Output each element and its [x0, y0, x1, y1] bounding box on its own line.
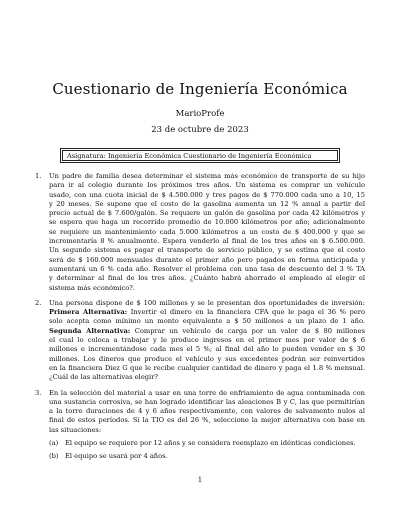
question-line: las situaciones:	[49, 425, 102, 434]
question-line: ¿Cuál de las alternativas elegir?	[49, 373, 158, 382]
question-line: final de estos períodos. Si la TIO es del 26 %, seleccione la mejor alternativa con base en	[49, 416, 365, 425]
question-line: usado, con una cuota inicial de $ 4.500.000 y tres pagos de $ 770.000 cada uno a 10, 15	[49, 190, 365, 199]
question-line: para ir al colegio durante los próximos tres años. Un sistema es comprar un vehículo	[49, 181, 365, 190]
sub-item	[49, 452, 365, 461]
sub-item	[49, 439, 365, 448]
sub-item-text: El equipo se requiere por 12 años y se considera reemplazo en idénticas condiciones.	[65, 439, 356, 448]
question-number: 1.	[35, 172, 42, 180]
page-number: 1	[197, 476, 203, 484]
question-line: será de $ 160.000 mensuales durante el primer año pero pagados en forma anticipada y	[49, 255, 365, 264]
question-number: 2.	[35, 298, 42, 307]
question-line: incrementaría 8 % anualmente. Espera venderlo al final de los tres años en $ 6.500.000.	[49, 237, 365, 246]
document-title: Cuestionario de Ingeniería Económica	[52, 80, 348, 98]
question-line: Un segundo sistema es pagar el transporte de servicio público, y se estima que el costo	[49, 246, 365, 255]
question-line: solo acepta como mínimo un monto equivalente a $ 50 millones a un plazo de 1 año.	[49, 317, 365, 326]
question-line: y 20 meses. Se supone que el costo de la gasolina aumenta un 12 % anual a partir del	[49, 199, 365, 208]
question-item	[35, 389, 365, 462]
question-line: se espera que haga un recorrido promedio de 10.000 kilómetros por año; adicionalmente	[49, 218, 365, 227]
question-item	[35, 299, 365, 383]
sub-item-label: (a)	[49, 439, 59, 448]
subject-box	[60, 148, 340, 163]
question-line: Un padre de familia desea determinar el sistema más económico de transporte de su hijo	[49, 172, 365, 180]
date: 23 de octubre de 2023	[151, 125, 249, 135]
subject-box-text: Asignatura: Ingeniería Económica Cuestionario de Ingeniería Económica	[62, 150, 338, 161]
sub-item-text: El equipo se usará por 4 años.	[65, 452, 168, 461]
question-line: en la financiera Diez G que le recibe cualquier cantidad de dinero y paga el 1.8 % mensual.	[49, 363, 365, 372]
question-line: Primera Alternativa: Invertir el dinero en la financiera CFA que le paga el 36 % pero	[49, 308, 365, 317]
question-line: Una persona dispone de $ 100 millones y se le presentan dos oportunidades de inversión:	[49, 298, 365, 307]
question-line: y determinar al final de los tres años. ¿Cuánto habrá ahorrado el empleado al elegir el	[49, 274, 365, 283]
question-line: sistema más económico?.	[49, 283, 136, 292]
question-line: aumentará un 6 % cada año. Resolver el problema con una tasa de descuento del 3 % TA	[49, 264, 365, 273]
alternative-heading: Primera Alternativa:	[49, 308, 128, 317]
sub-item-label: (b)	[49, 452, 59, 461]
question-line: millones e incrementándose cada mes el 5 %; al final del año lo pueden vender en $ 30	[49, 345, 365, 354]
alternative-heading: Segunda Alternativa:	[49, 326, 131, 335]
question-line: el cual lo coloca a trabajar y le produce ingresos en el primer mes por valor de $ 6	[49, 336, 365, 345]
question-list	[35, 172, 365, 468]
author: MarioProfe	[175, 109, 225, 119]
question-line: En la selección del material a usar en una torre de enfriamiento de agua contaminada con	[49, 388, 365, 397]
question-line: Segunda Alternativa: Comprar un vehículo de carga por un valor de $ 80 millones	[49, 326, 365, 335]
question-item	[35, 172, 365, 293]
question-line: se requiere un mantenimiento cada 5.000 kilómetros a un costo de $ 400.000 y que se	[49, 227, 365, 236]
question-number: 3.	[35, 388, 42, 397]
question-line: millones. Los dineros que produce el vehículo y sus excedentes podrán ser reinvertidos	[49, 354, 365, 363]
question-line: a la torre duraciones de 4 y 6 años respectivamente, con valores de salvamento nulos al	[49, 407, 365, 416]
question-line: una sustancia corrosiva, se han logrado identificar las aleaciones B y C, las que permitirían	[49, 397, 365, 406]
question-line: precio actual de $ 7.600/galón. Se requiere un galón de gasolina por cada 42 kilómetros y	[49, 209, 365, 218]
